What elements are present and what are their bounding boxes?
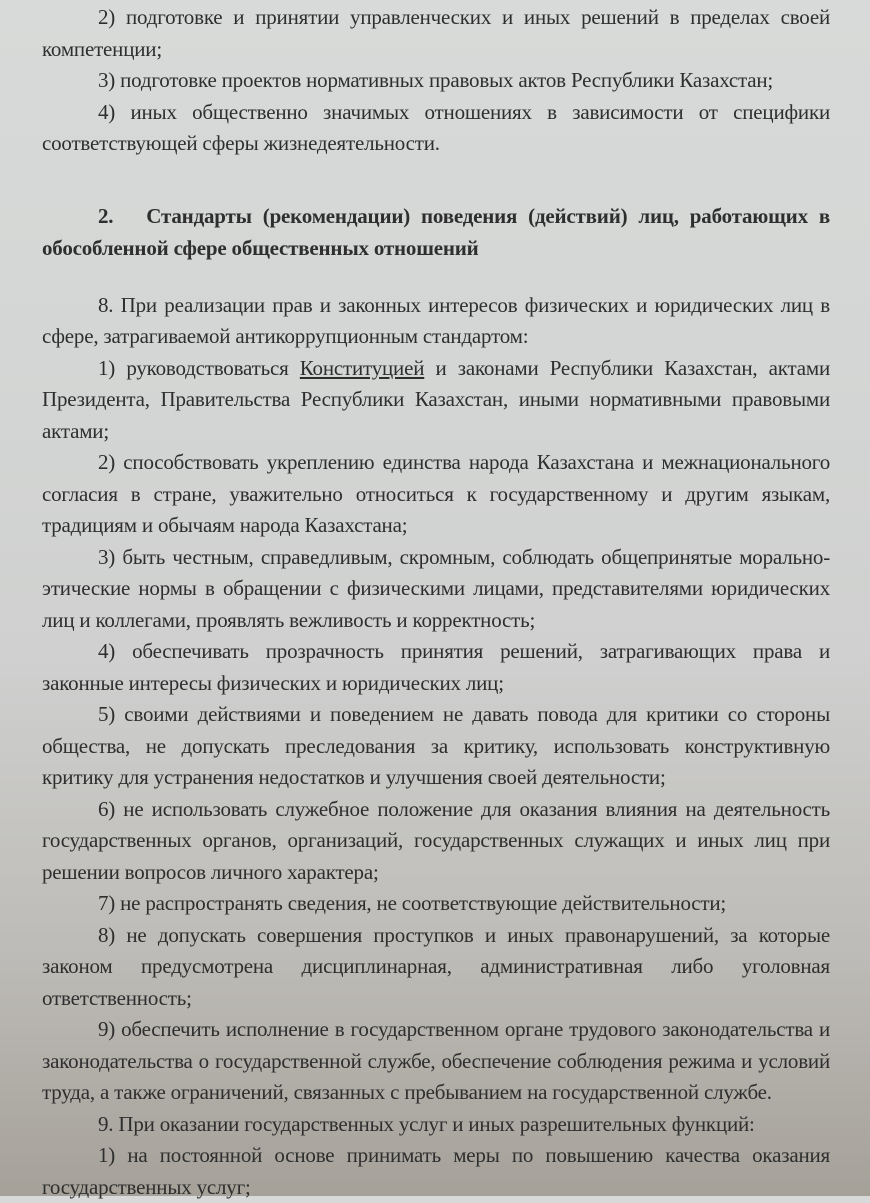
clause-8-item-6: 6) не использовать служебное положение для оказания влияния на деятельность государственных органов, организаций, государственных служащих и иных лиц при решении вопросов личного характера; (42, 796, 830, 884)
clause-8-item-8: 8) не допускать совершения проступков и иных правонарушений, за которые законом предусмотрена дисциплинарная, административная либо уголовная ответственность; (42, 922, 830, 1010)
intro-item-2: 2) подготовке и принятии управленческих и иных решений в пределах своей компетенции; (42, 5, 830, 61)
clause-8-item-1 (42, 353, 830, 448)
document-page (42, 0, 830, 1203)
intro-item-4: 4) иных общественно значимых отношениях в зависимости от специфики соответствующей сферы жизнедеятельности. (42, 99, 830, 155)
clause-8-intro: 8. При реализации прав и законных интересов физических и юридических лиц в сфере, затрагиваемой антикоррупционным стандартом: (42, 292, 830, 348)
clause-8-item-3: 3) быть честным, справедливым, скромным, соблюдать общепринятые морально-этические нормы в обращении с физическими лицами, представителями юридических лиц и коллегами, проявлять вежливость и корректность; (42, 544, 830, 632)
clause-8-item-9: 9) обеспечить исполнение в государственном органе трудового законодательства и законодательства о государственной службе, обеспечение соблюдения режима и условий труда, а также ограничений, связанных с пребыванием на государственной службе. (42, 1017, 830, 1104)
section-heading: 2. Стандарты (рекомендации) поведения (действий) лиц, работающих в обособленной сфере общественных отношений (42, 203, 830, 260)
clause-8-item-5: 5) своими действиями и поведением не давать повода для критики со стороны общества, не допускать преследования за критику, использовать конструктивную критику для устранения недостатков и улучшения своей деятельности; (42, 702, 830, 789)
clause-8-item-7: 7) не распространять сведения, не соответствующие действительности; (98, 891, 727, 915)
clause-8-item-4: 4) обеспечивать прозрачность принятия решений, затрагивающих права и законные интересы физических и юридических лиц; (42, 639, 830, 695)
clause-8-item-1-after: и законами Республики Казахстан, актами Президента, Правительства Республики Казахстан, иными нормативными правовыми актами; (42, 355, 830, 443)
clause-8-item-2: 2) способствовать укреплению единства народа Казахстана и межнационального согласия в стране, уважительно относиться к государственному и другим языкам, традициям и обычаям народа Казахстана; (42, 450, 830, 537)
clause-9-item-1: 1) на постоянной основе принимать меры по повышению качества оказания государственных услуг; (42, 1143, 830, 1199)
clause-8-item-1-before: 1) руководствоваться (98, 355, 300, 380)
constitution-link[interactable]: Конституцией (299, 355, 425, 380)
intro-item-3: 3) подготовке проектов нормативных правовых актов Республики Казахстан; (98, 68, 774, 92)
clause-9-intro: 9. При оказании государственных услуг и иных разрешительных функций: (98, 1111, 755, 1136)
